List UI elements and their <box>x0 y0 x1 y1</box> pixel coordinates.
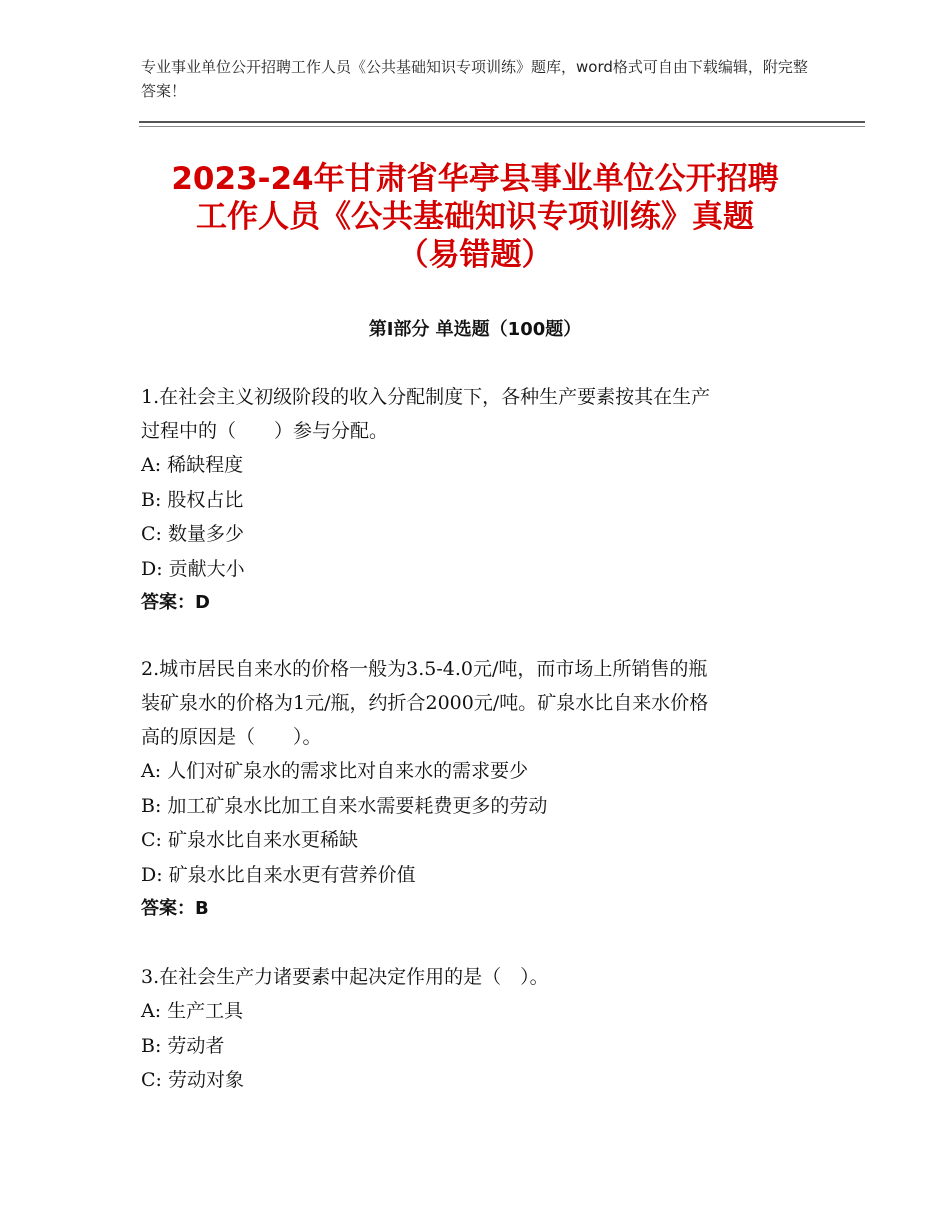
option-b: B: 股权占比 <box>141 488 244 511</box>
option-a: A: 生产工具 <box>141 1000 244 1022</box>
section-title: 第Ⅰ部分 单选题（100题） <box>368 319 582 340</box>
question-stem: 过程中的（ ）参与分配。 <box>141 420 389 442</box>
document-title <box>100 160 850 274</box>
option-c: C: 矿泉水比自来水更稀缺 <box>141 829 358 851</box>
answer: 答案：B <box>141 898 209 919</box>
question-stem: 1.在社会主义初级阶段的收入分配制度下，各种生产要素按其在生产 <box>141 386 711 408</box>
question-stem: 高的原因是（ ）。 <box>141 726 322 748</box>
title-line: （易错题） <box>397 237 553 273</box>
question-stem: 2.城市居民自来水的价格一般为3.5-4.0元/吨，而市场上所销售的瓶 <box>141 658 708 680</box>
question-stem: 装矿泉水的价格为1元/瓶，约折合2000元/吨。矿泉水比自来水价格 <box>141 692 709 714</box>
question-1 <box>141 380 821 620</box>
header-note: 专业事业单位公开招聘工作人员《公共基础知识专项训练》题库，word格式可自由下载编辑，附完整答案！ <box>141 58 808 100</box>
question-stem: 3.在社会生产力诸要素中起决定作用的是（ ）。 <box>141 966 549 988</box>
answer: 答案：D <box>141 592 210 613</box>
option-c: C: 数量多少 <box>141 523 244 545</box>
option-b: B: 劳动者 <box>141 1034 225 1057</box>
option-a: A: 稀缺程度 <box>141 454 244 476</box>
question-3 <box>141 960 821 1098</box>
option-d: D: 贡献大小 <box>141 557 245 580</box>
question-2 <box>141 652 821 926</box>
header-divider <box>139 121 865 123</box>
option-c: C: 劳动对象 <box>141 1069 244 1091</box>
option-d: D: 矿泉水比自来水更有营养价值 <box>141 863 416 886</box>
title-line: 2023-24年甘肃省华亭县事业单位公开招聘 <box>171 161 779 197</box>
option-a: A: 人们对矿泉水的需求比对自来水的需求要少 <box>141 760 529 782</box>
option-b: B: 加工矿泉水比加工自来水需要耗费更多的劳动 <box>141 794 548 817</box>
header-divider-thin <box>139 126 865 127</box>
title-line: 工作人员《公共基础知识专项训练》真题 <box>196 199 754 235</box>
